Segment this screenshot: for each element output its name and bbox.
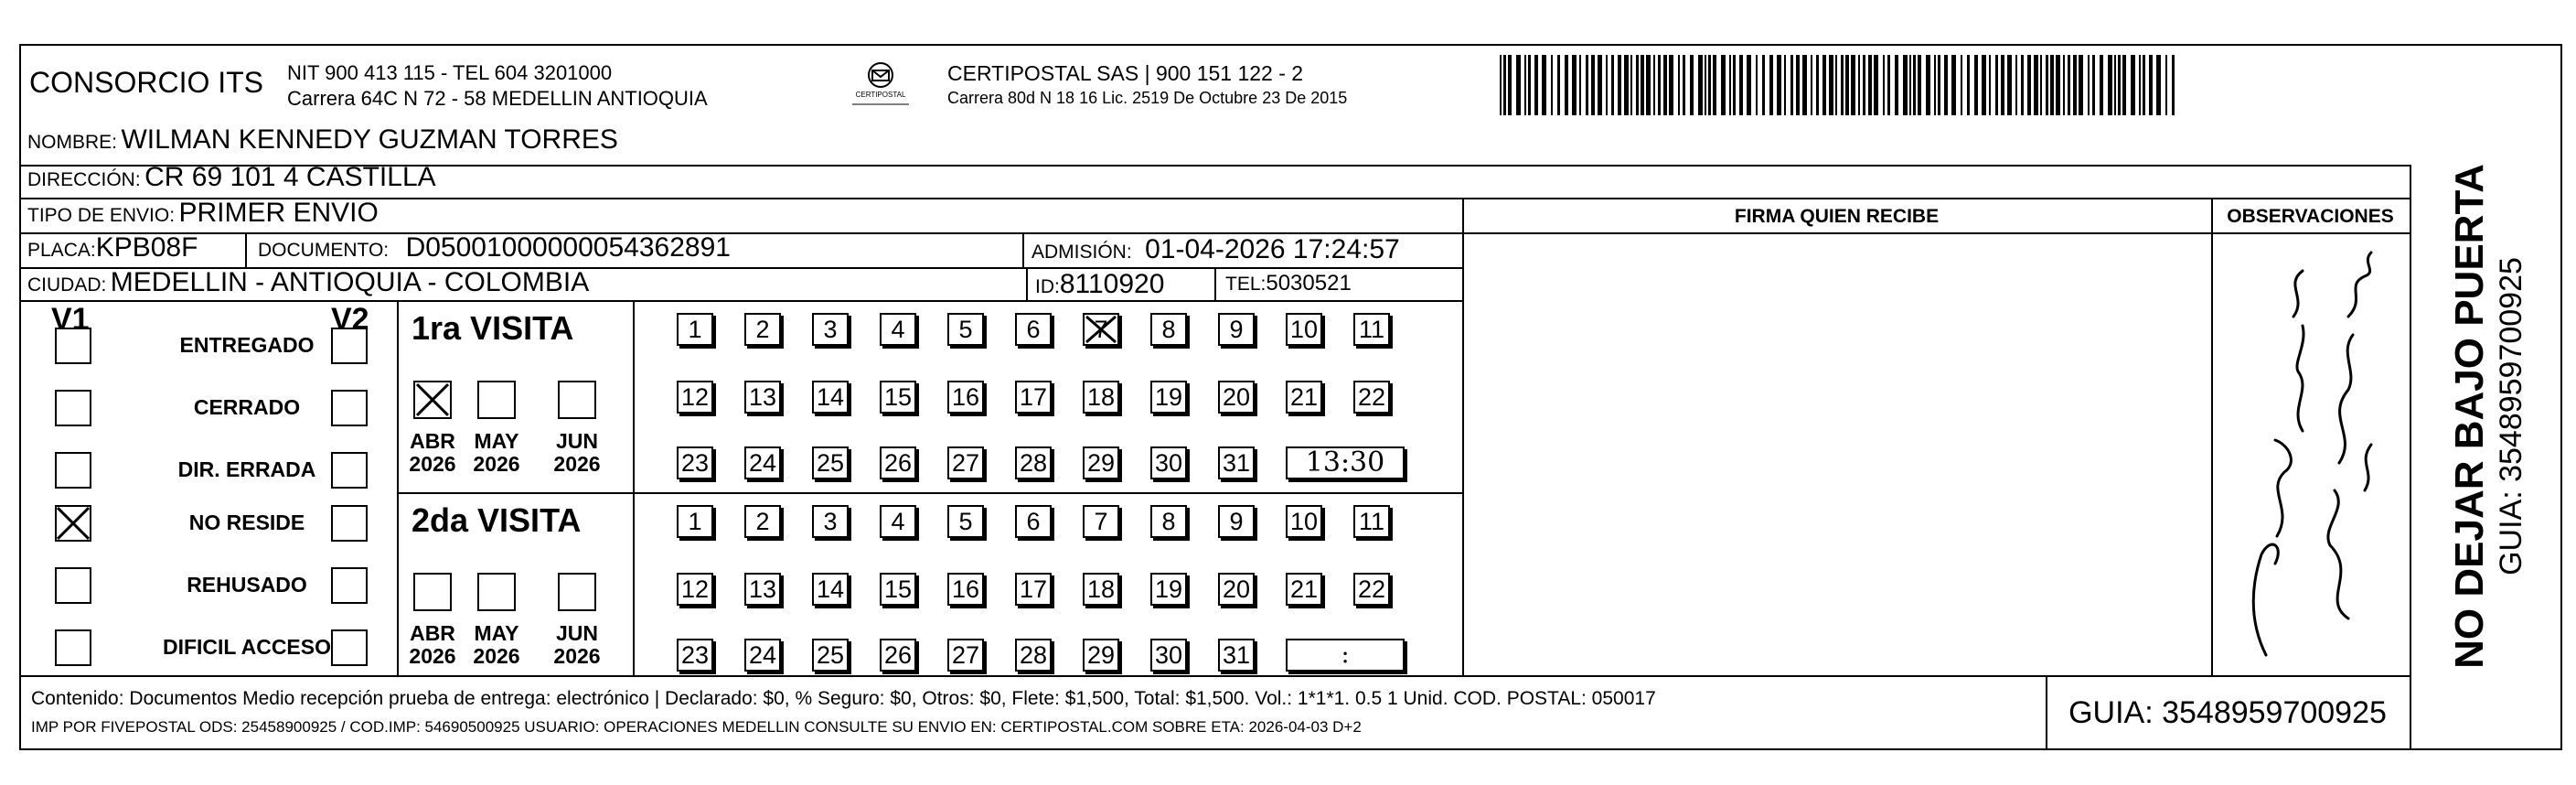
day-box[interactable]: 9 [1218, 313, 1255, 346]
tipo-value: PRIMER ENVIO [178, 198, 379, 228]
ciudad-value: MEDELLIN - ANTIOQUIA - COLOMBIA [110, 267, 590, 297]
month-name: JUN [555, 621, 598, 645]
certipostal-line2: Carrera 80d N 18 16 Lic. 2519 De Octubre 23 De 2015 [947, 89, 1348, 107]
nombre-value: WILMAN KENNEDY GUZMAN TORRES [121, 124, 618, 155]
month-name: MAY [474, 621, 519, 645]
day-box[interactable]: 25 [812, 639, 849, 672]
side-no-dejar: NO DEJAR BAJO PUERTA [2447, 164, 2492, 669]
v1-checkbox-4[interactable] [55, 505, 91, 542]
status-label: NO RESIDE [188, 511, 305, 534]
documento-value: D05001000000054362891 [405, 232, 731, 263]
day-box[interactable]: 18 [1083, 573, 1119, 606]
status-label: REHUSADO [187, 573, 307, 597]
day-box[interactable]: 17 [1015, 573, 1052, 606]
month-label [545, 622, 609, 668]
month-name: ABR [410, 621, 455, 645]
day-box[interactable]: 29 [1083, 446, 1119, 479]
nombre-label: NOMBRE: [27, 132, 118, 153]
month-checkbox[interactable] [413, 573, 452, 611]
nit-line: NIT 900 413 115 - TEL 604 3201000 [287, 61, 613, 84]
observaciones-label: OBSERVACIONES [2227, 206, 2394, 227]
admision-label: ADMISIÓN: [1031, 242, 1132, 263]
month-year: 2026 [409, 644, 456, 668]
month-name: ABR [410, 429, 455, 453]
v1-checkbox-1[interactable] [55, 328, 91, 364]
month-name: JUN [555, 429, 598, 453]
v2-checkbox-4[interactable] [331, 505, 368, 542]
day-box[interactable]: 22 [1353, 573, 1390, 606]
month-checkbox[interactable] [558, 381, 596, 419]
id-label: ID: [1035, 276, 1060, 297]
v2-checkbox-5[interactable] [331, 567, 368, 604]
day-box[interactable]: 17 [1015, 381, 1052, 414]
nombre-row [27, 124, 618, 156]
tipo-label: TIPO DE ENVIO: [27, 205, 176, 226]
status-label: ENTREGADO [179, 333, 315, 357]
id-value: 8110920 [1059, 269, 1165, 299]
ciudad-label: CIUDAD: [27, 274, 107, 296]
day-box[interactable]: 21 [1286, 573, 1322, 606]
id-row [1035, 269, 1164, 300]
side-guia: GUIA: 3548959700925 [2494, 257, 2528, 575]
day-box[interactable]: 20 [1218, 573, 1255, 606]
tel-value: 5030521 [1266, 271, 1352, 296]
day-box[interactable]: 15 [880, 573, 916, 606]
month-year: 2026 [473, 452, 520, 476]
day-box[interactable]: 5 [947, 313, 984, 346]
ciudad-row [27, 267, 589, 298]
day-box[interactable]: 29 [1083, 639, 1119, 672]
day-box[interactable]: 28 [1015, 446, 1052, 479]
handwritten-observation [2211, 234, 2410, 673]
v2-checkbox-1[interactable] [331, 328, 368, 364]
day-box[interactable]: 26 [880, 446, 916, 479]
visit-title: 1ra VISITA [412, 309, 574, 347]
imp-text: IMP POR FIVEPOSTAL ODS: 25458900925 / COD.IMP: 54690500925 USUARIO: OPERACIONES MEDELLIN CONSULTE SU ENVIO EN: CERTIPOSTAL.COM SOBRE ETA: 2026-04-03 D+2 [31, 718, 1362, 736]
day-box[interactable]: 2 [744, 505, 781, 538]
month-checkbox[interactable] [477, 573, 516, 611]
day-box[interactable]: 13 [744, 381, 781, 414]
day-box[interactable]: 1 [677, 313, 713, 346]
day-box[interactable]: 12 [677, 381, 713, 414]
day-box[interactable]: 3 [812, 505, 849, 538]
logo-text: CERTIPOSTAL [855, 91, 906, 99]
day-box[interactable]: 25 [812, 446, 849, 479]
month-year: 2026 [473, 644, 520, 668]
status-label: DIR. ERRADA [177, 457, 316, 481]
day-box[interactable]: 28 [1015, 639, 1052, 672]
day-number: 7 [1094, 316, 1108, 343]
day-box[interactable]: 16 [947, 381, 984, 414]
direccion-row [27, 162, 436, 193]
documento-row [258, 232, 731, 263]
month-name: MAY [474, 429, 519, 453]
v1-label: V1 [51, 302, 90, 337]
month-checkbox[interactable] [558, 573, 596, 611]
guia-footer: GUIA: 3548959700925 [2068, 695, 2387, 730]
certipostal-line1: CERTIPOSTAL SAS | 900 151 122 - 2 [947, 61, 1304, 85]
month-checkbox[interactable] [413, 381, 452, 419]
day-box[interactable]: 9 [1218, 505, 1255, 538]
side-text [2414, 160, 2560, 672]
day-box[interactable]: 6 [1015, 505, 1052, 538]
day-box[interactable]: 30 [1150, 639, 1187, 672]
day-box[interactable]: 5 [947, 505, 984, 538]
documento-label: DOCUMENTO: [258, 240, 390, 261]
tel-row [1225, 271, 1352, 296]
contenido-text: Contenido: Documentos Medio recepción prueba de entrega: electrónico | Declarado: $0, % Seguro: $0, Otros: $0, Flete: $1,500, Total: $1,500. Vol.: 1*1*1. 0.5 1 Unid. COD. POSTAL: 050017 [31, 688, 1656, 709]
day-box[interactable]: 23 [677, 639, 713, 672]
admision-value: 01-04-2026 17:24:57 [1145, 234, 1400, 264]
day-box[interactable]: 10 [1286, 313, 1322, 346]
v2-checkbox-3[interactable] [331, 452, 368, 489]
day-box[interactable]: 18 [1083, 381, 1119, 414]
day-box[interactable]: 14 [812, 381, 849, 414]
v2-checkbox-2[interactable] [331, 390, 368, 426]
v1-checkbox-6[interactable] [55, 629, 91, 666]
month-year: 2026 [553, 452, 601, 476]
day-box[interactable]: 27 [947, 639, 984, 672]
day-box[interactable]: 22 [1353, 381, 1390, 414]
time-box[interactable]: : [1286, 639, 1405, 672]
day-box[interactable]: 24 [744, 446, 781, 479]
day-box[interactable]: 2 [744, 313, 781, 346]
status-label: DIFICIL ACCESO [162, 635, 331, 659]
day-box[interactable]: 30 [1150, 446, 1187, 479]
day-box[interactable]: 31 [1218, 639, 1255, 672]
v2-label: V2 [331, 302, 369, 337]
visit-title: 2da VISITA [412, 501, 582, 539]
month-checkbox[interactable] [477, 381, 516, 419]
day-box[interactable]: 7 [1083, 505, 1119, 538]
day-box[interactable]: 21 [1286, 381, 1322, 414]
day-box[interactable]: 13 [744, 573, 781, 606]
tipo-row [27, 198, 379, 229]
day-box[interactable]: 16 [947, 573, 984, 606]
v1-checkbox-2[interactable] [55, 390, 91, 426]
day-box[interactable]: 10 [1286, 505, 1322, 538]
day-box[interactable]: 23 [677, 446, 713, 479]
day-box[interactable]: 11 [1353, 505, 1390, 538]
placa-row [27, 232, 198, 263]
direccion-value: CR 69 101 4 CASTILLA [144, 162, 436, 192]
placa-label: PLACA: [27, 240, 96, 261]
month-year: 2026 [409, 452, 456, 476]
status-label: CERRADO [193, 395, 301, 419]
direccion-label: DIRECCIÓN: [27, 169, 141, 190]
address-line: Carrera 64C N 72 - 58 MEDELLIN ANTIOQUIA [287, 87, 708, 110]
month-label [401, 430, 465, 476]
firma-label: FIRMA QUIEN RECIBE [1734, 206, 1940, 227]
day-box[interactable]: 14 [812, 573, 849, 606]
day-box[interactable]: 19 [1150, 573, 1187, 606]
day-box[interactable]: 11 [1353, 313, 1390, 346]
day-box[interactable]: 26 [880, 639, 916, 672]
day-box[interactable]: 4 [880, 313, 916, 346]
month-year: 2026 [553, 644, 601, 668]
day-box[interactable]: 8 [1150, 505, 1187, 538]
month-label [401, 622, 465, 668]
day-box[interactable]: 24 [744, 639, 781, 672]
day-box[interactable]: 6 [1015, 313, 1052, 346]
time-box[interactable]: 13:30 [1286, 446, 1405, 479]
day-box[interactable]: 8 [1150, 313, 1187, 346]
admision-row [1031, 234, 1400, 265]
month-label [465, 430, 529, 476]
day-box[interactable]: 27 [947, 446, 984, 479]
day-box[interactable]: 4 [880, 505, 916, 538]
day-box[interactable]: 19 [1150, 381, 1187, 414]
tel-label: TEL: [1225, 274, 1267, 295]
v2-checkbox-6[interactable] [331, 629, 368, 666]
company-name: CONSORCIO ITS [29, 66, 264, 99]
day-box[interactable]: 31 [1218, 446, 1255, 479]
day-box[interactable] [1083, 313, 1119, 346]
day-box[interactable]: 1 [677, 505, 713, 538]
day-box[interactable]: 3 [812, 313, 849, 346]
month-label [545, 430, 609, 476]
v1-checkbox-5[interactable] [55, 567, 91, 604]
placa-value: KPB08F [95, 232, 198, 263]
v1-checkbox-3[interactable] [55, 452, 91, 489]
day-box[interactable]: 20 [1218, 381, 1255, 414]
month-label [465, 622, 529, 668]
day-box[interactable]: 12 [677, 573, 713, 606]
day-box[interactable]: 15 [880, 381, 916, 414]
